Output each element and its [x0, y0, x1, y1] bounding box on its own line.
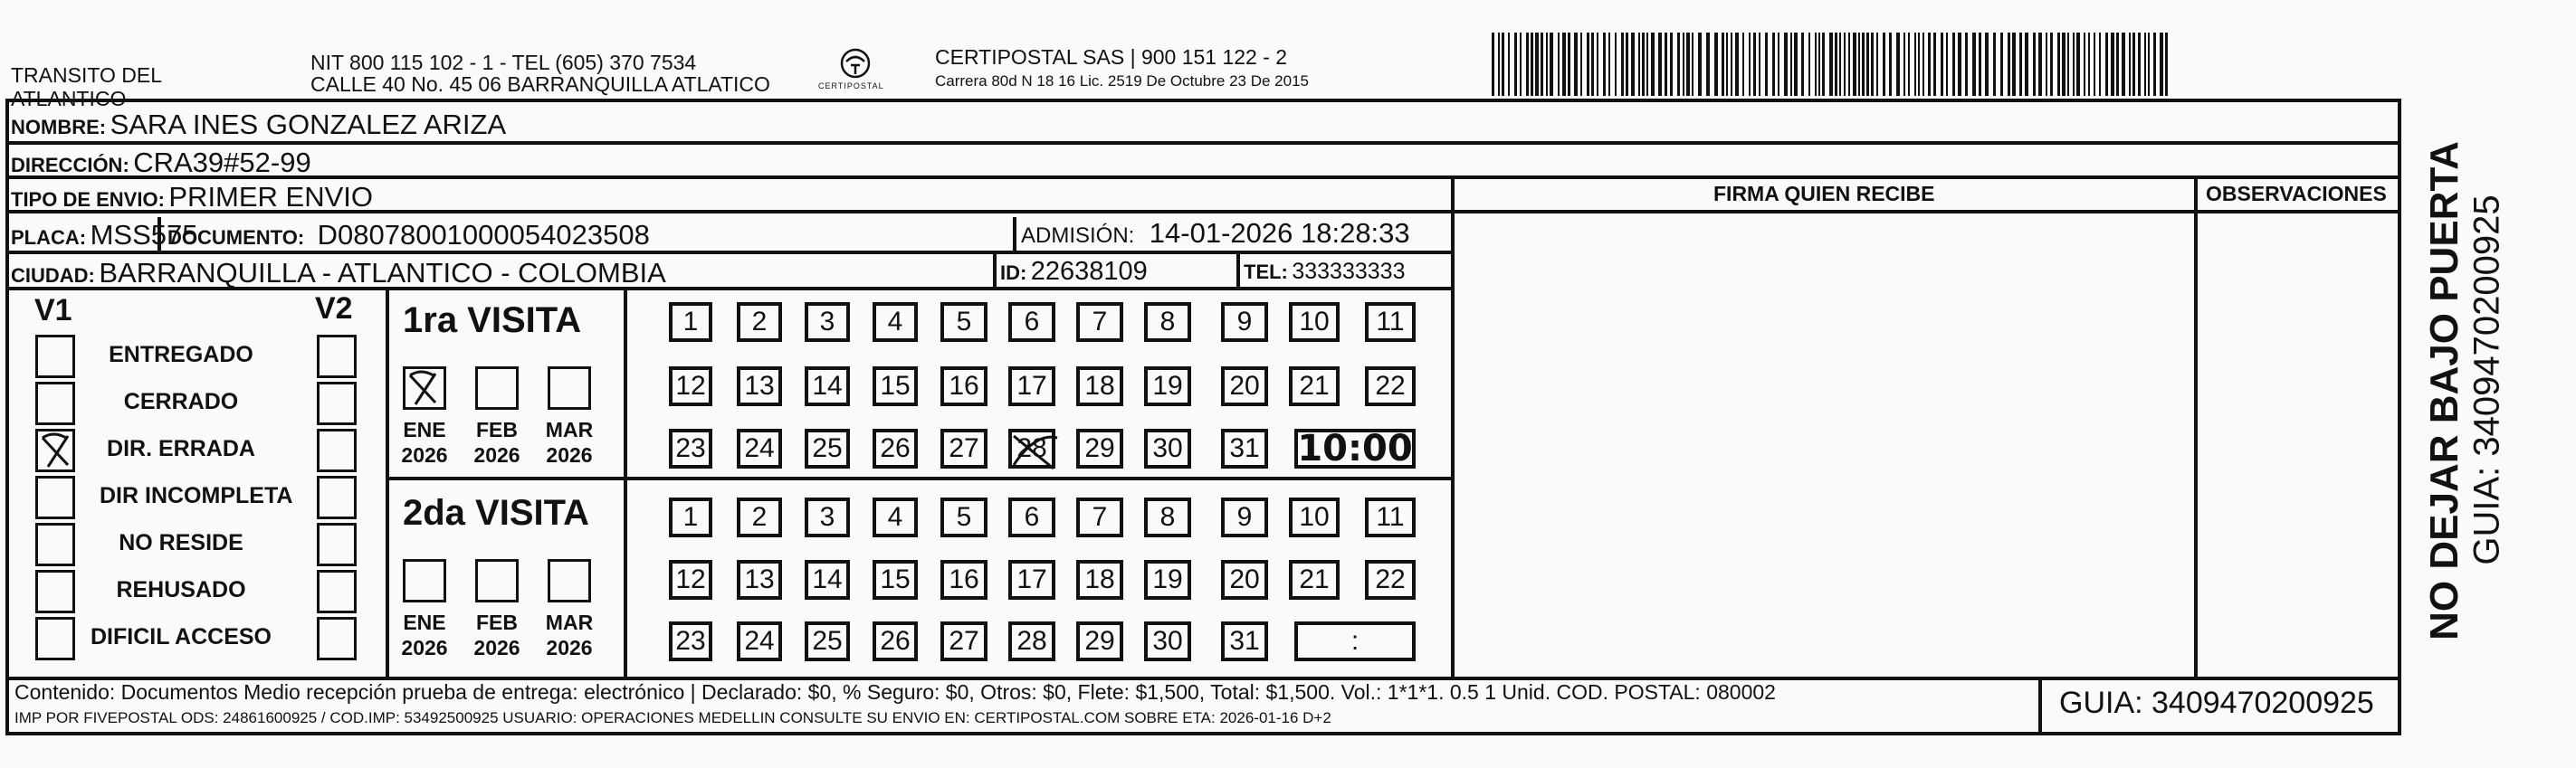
signature-area[interactable] [1455, 213, 2194, 677]
divider-line [5, 175, 2401, 179]
month-label [535, 417, 604, 468]
v2-checkbox[interactable] [317, 429, 357, 472]
direccion-value: CRA39#52-99 [133, 147, 311, 178]
day-box[interactable]: 15 [873, 366, 918, 406]
day-box[interactable]: 20 [1221, 366, 1268, 406]
id-value: 22638109 [1030, 257, 1148, 286]
issuer-address: CALLE 40 No. 45 06 BARRANQUILLA ATLATICO [310, 72, 770, 96]
divider-line [1013, 217, 1016, 253]
day-box[interactable]: 17 [1008, 560, 1055, 600]
v2-checkbox[interactable] [317, 382, 357, 425]
day-box[interactable]: 15 [873, 560, 918, 600]
day-box[interactable]: 14 [805, 366, 850, 406]
day-box[interactable]: 18 [1076, 366, 1123, 406]
day-box[interactable]: 28 [1008, 429, 1055, 469]
day-box[interactable]: 31 [1221, 429, 1268, 469]
day-box[interactable]: 22 [1365, 560, 1416, 600]
day-box[interactable]: 7 [1076, 498, 1123, 537]
month-checkbox[interactable] [475, 366, 519, 410]
observaciones-area[interactable] [2198, 213, 2398, 677]
ciudad-label: CIUDAD: [11, 264, 95, 287]
day-box[interactable]: 21 [1289, 560, 1340, 600]
day-box[interactable]: 20 [1221, 560, 1268, 600]
no-dejar-bajo-puerta: NO DEJAR BAJO PUERTA [2422, 141, 2466, 640]
direccion-row [11, 147, 311, 179]
month-name: MAR [545, 418, 594, 441]
day-box[interactable]: 23 [669, 429, 712, 469]
month-checkbox[interactable] [475, 559, 519, 602]
license-line: Carrera 80d N 18 16 Lic. 2519 De Octubre 23 De 2015 [935, 72, 1309, 90]
placa-value: MSS575 [90, 219, 198, 251]
day-box[interactable]: 13 [737, 560, 782, 600]
day-box[interactable]: 10 [1289, 302, 1340, 342]
id-label: ID: [1000, 261, 1027, 284]
day-box[interactable]: 21 [1289, 366, 1340, 406]
admision-value: 14-01-2026 18:28:33 [1149, 217, 1410, 249]
footer-guia: GUIA: 3409470200925 [2059, 686, 2374, 720]
day-box[interactable]: 18 [1076, 560, 1123, 600]
documento-row [167, 219, 650, 251]
month-checkbox[interactable] [403, 559, 446, 602]
tel-value: 333333333 [1292, 259, 1406, 284]
day-box[interactable]: 2 [737, 302, 782, 342]
footer-imp-line: IMP POR FIVEPOSTAL ODS: 24861600925 / COD.IMP: 53492500925 USUARIO: OPERACIONES MEDELLIN CONSULTE SU ENVIO EN: CERTIPOSTAL.COM SOBRE ETA: 2026-01-16 D+2 [14, 709, 1331, 726]
day-box[interactable]: 3 [805, 302, 850, 342]
status-label: NO RESIDE [119, 530, 243, 555]
day-box[interactable]: 30 [1144, 621, 1191, 661]
company-line: CERTIPOSTAL SAS | 900 151 122 - 2 [935, 45, 1288, 69]
day-box[interactable]: 2 [737, 498, 782, 537]
issuer-line-1: TRANSITO DEL [11, 63, 162, 87]
tipo-envio-row [11, 181, 373, 213]
day-box[interactable]: 8 [1144, 302, 1191, 342]
day-box[interactable]: 26 [873, 621, 918, 661]
day-box[interactable]: 14 [805, 560, 850, 600]
first-visit-title: 1ra VISITA [403, 300, 582, 340]
divider-line [5, 141, 2401, 145]
day-box[interactable]: 31 [1221, 621, 1268, 661]
month-name: ENE [403, 418, 446, 441]
day-box[interactable]: 9 [1221, 302, 1268, 342]
firma-label: FIRMA QUIEN RECIBE [1713, 182, 1935, 205]
month-label [463, 610, 531, 660]
day-box[interactable]: 30 [1144, 429, 1191, 469]
day-box[interactable]: 5 [940, 302, 987, 342]
tipo-envio-value: PRIMER ENVIO [168, 181, 374, 213]
status-label: ENTREGADO [109, 342, 253, 367]
divider-line [1236, 251, 1240, 289]
cross-mark-icon [1008, 429, 1063, 474]
status-label: CERRADO [123, 389, 239, 414]
day-box[interactable]: 19 [1144, 366, 1191, 406]
second-visit-title: 2da VISITA [403, 493, 589, 533]
certipostal-logo [815, 45, 896, 100]
day-box[interactable]: 28 [1008, 621, 1055, 661]
v2-checkbox[interactable] [317, 617, 357, 660]
day-box[interactable]: 25 [805, 429, 850, 469]
v2-checkbox[interactable] [317, 335, 357, 378]
divider-line [993, 251, 997, 289]
admision-label: ADMISIÓN: [1021, 223, 1135, 248]
placa-label: PLACA: [11, 226, 87, 249]
day-box[interactable]: 11 [1365, 498, 1416, 537]
status-label: REHUSADO [116, 577, 246, 602]
month-label [390, 417, 459, 468]
month-year: 2026 [473, 443, 520, 467]
month-year: 2026 [546, 443, 593, 467]
day-box[interactable]: 3 [805, 498, 850, 537]
tel-label: TEL: [1244, 261, 1288, 283]
day-box[interactable]: 5 [940, 498, 987, 537]
month-label [390, 610, 459, 660]
month-label [535, 610, 604, 660]
day-box[interactable]: 10 [1289, 498, 1340, 537]
day-box[interactable]: 9 [1221, 498, 1268, 537]
day-box[interactable]: 17 [1008, 366, 1055, 406]
day-box[interactable]: 27 [940, 429, 987, 469]
day-box[interactable]: 13 [737, 366, 782, 406]
day-box[interactable]: 24 [737, 621, 782, 661]
v1-label: V1 [34, 293, 72, 327]
month-year: 2026 [401, 636, 448, 659]
day-box[interactable]: 23 [669, 621, 712, 661]
day-box[interactable]: 6 [1008, 302, 1055, 342]
day-box[interactable]: 1 [669, 302, 712, 342]
day-box[interactable]: 16 [940, 560, 987, 600]
day-box[interactable]: 4 [873, 498, 918, 537]
day-box[interactable]: 7 [1076, 302, 1123, 342]
day-box[interactable]: 29 [1076, 429, 1123, 469]
documento-value: D08078001000054023508 [317, 219, 650, 251]
status-label: DIFICIL ACCESO [90, 624, 272, 649]
observaciones-label: OBSERVACIONES [2206, 182, 2387, 205]
day-box[interactable]: 1 [669, 498, 712, 537]
divider-line [2038, 677, 2042, 735]
day-box[interactable]: 16 [940, 366, 987, 406]
guia-vertical: GUIA: 3409470200925 [2466, 194, 2507, 565]
direccion-label: DIRECCIÓN: [11, 154, 129, 176]
day-box[interactable]: 24 [737, 429, 782, 469]
status-label: DIR INCOMPLETA [100, 483, 293, 508]
documento-label: DOCUMENTO: [167, 226, 305, 249]
day-box[interactable]: 12 [669, 366, 712, 406]
id-row [1000, 257, 1148, 287]
month-year: 2026 [401, 443, 448, 467]
month-year: 2026 [473, 636, 520, 659]
month-checkbox[interactable] [548, 366, 591, 410]
month-label [463, 417, 531, 468]
day-box[interactable]: 26 [873, 429, 918, 469]
day-box[interactable]: 27 [940, 621, 987, 661]
barcode-icon [1492, 33, 2172, 96]
footer-contenido: Contenido: Documentos Medio recepción prueba de entrega: electrónico | Declarado: $0, % Seguro: $0, Otros: $0, Flete: $1,500, Total: $1,500. Vol.: 1*1*1. 0.5 1 Unid. COD. POSTAL: 080002 [14, 680, 1776, 704]
day-box[interactable]: 22 [1365, 366, 1416, 406]
v1-checkbox[interactable] [35, 476, 75, 519]
ciudad-value: BARRANQUILLA - ATLANTICO - COLOMBIA [99, 257, 666, 289]
divider-line [624, 287, 627, 678]
tipo-envio-label: TIPO DE ENVIO: [11, 188, 165, 211]
month-checkbox[interactable] [403, 366, 446, 410]
day-box[interactable]: 4 [873, 302, 918, 342]
day-box[interactable]: 29 [1076, 621, 1123, 661]
issuer-nit: NIT 800 115 102 - 1 - TEL (605) 370 7534 [310, 51, 697, 74]
month-checkbox[interactable] [548, 559, 591, 602]
nombre-label: NOMBRE: [11, 116, 107, 138]
ciudad-row [11, 257, 666, 289]
status-label: DIR. ERRADA [107, 436, 255, 461]
v2-checkbox[interactable] [317, 570, 357, 613]
logo-text: CERTIPOSTAL [818, 81, 884, 90]
divider-line [386, 477, 1455, 480]
month-name: MAR [545, 611, 594, 634]
v2-label: V2 [315, 291, 353, 326]
barcode [1492, 33, 2172, 96]
month-name: FEB [476, 611, 518, 634]
month-name: ENE [403, 611, 446, 634]
v2-checkbox[interactable] [317, 476, 357, 519]
nombre-row [11, 109, 506, 141]
issuer-line-2: ATLANTICO [11, 87, 127, 110]
day-box[interactable]: 25 [805, 621, 850, 661]
v2-checkbox[interactable] [317, 523, 357, 566]
admision-row [1021, 217, 1410, 250]
divider-line [386, 287, 389, 678]
check-mark-icon [403, 366, 443, 410]
time-box[interactable]: : [1294, 621, 1416, 661]
day-box[interactable]: 12 [669, 560, 712, 600]
day-box[interactable]: 8 [1144, 498, 1191, 537]
day-box[interactable]: 6 [1008, 498, 1055, 537]
time-box[interactable]: 10:00 [1294, 429, 1416, 469]
month-year: 2026 [546, 636, 593, 659]
day-box[interactable]: 11 [1365, 302, 1416, 342]
nombre-value: SARA INES GONZALEZ ARIZA [110, 109, 507, 140]
certipostal-logo-icon [815, 45, 896, 100]
month-name: FEB [476, 418, 518, 441]
tel-row [1244, 259, 1405, 285]
day-box[interactable]: 19 [1144, 560, 1191, 600]
